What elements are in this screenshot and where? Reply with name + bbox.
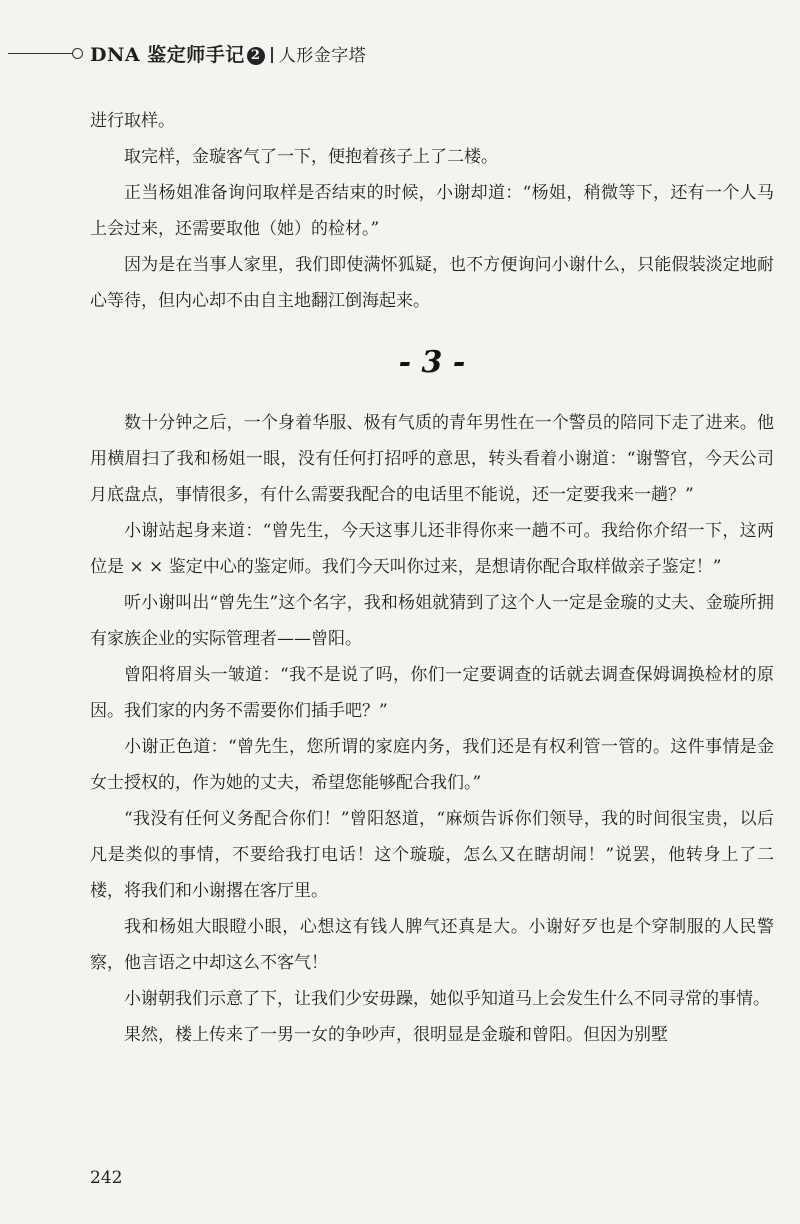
- header-divider: [271, 47, 273, 63]
- paragraph: 果然，楼上传来了一男一女的争吵声，很明显是金璇和曾阳。但因为别墅: [124, 1025, 668, 1045]
- header-ornament: [72, 48, 83, 59]
- section-before-chapter: [90, 103, 774, 319]
- paragraph: 取完样，金璇客气了一下，便抱着孩子上了二楼。: [124, 147, 498, 167]
- paragraph: 进行取样。: [90, 111, 175, 131]
- volume-badge: 2: [247, 47, 265, 65]
- paragraph: 正当杨姐准备询问取样是否结束的时候，小谢却道：“杨姐，稍微等下，还有一个人马上会过来，还需要取他（她）的检材。”: [90, 183, 774, 239]
- header-title: [90, 40, 366, 67]
- page-body: [90, 103, 774, 1053]
- paragraph: 曾阳将眉头一皱道：“我不是说了吗，你们一定要调查的话就去调查保姆调换检材的原因。我们家的内务不需要你们插手吧？”: [90, 665, 774, 721]
- paragraph: 小谢朝我们示意了下，让我们少安毋躁，她似乎知道马上会发生什么不同寻常的事情。: [124, 989, 770, 1009]
- paragraph: 小谢正色道：“曾先生，您所谓的家庭内务，我们还是有权利管一管的。这件事情是金女士授权的，作为她的丈夫，希望您能够配合我们。”: [90, 737, 774, 793]
- paragraph: 听小谢叫出“曾先生”这个名字，我和杨姐就猜到了这个人一定是金璇的丈夫、金璇所拥有家族企业的实际管理者——曾阳。: [90, 593, 774, 649]
- paragraph: 小谢站起身来道：“曾先生，今天这事儿还非得你来一趟不可。我给你介绍一下，这两位是 × × 鉴定中心的鉴定师。我们今天叫你过来，是想请你配合取样做亲子鉴定！”: [90, 521, 774, 577]
- paragraph: “我没有任何义务配合你们！”曾阳怒道，“麻烦告诉你们领导，我的时间很宝贵，以后凡是类似的事情，不要给我打电话！这个璇璇，怎么又在瞎胡闹！”说罢，他转身上了二楼，将我们和小谢撂在客厅里。: [90, 809, 774, 901]
- running-header: [0, 40, 800, 70]
- chapter-marker: - 3 -: [398, 345, 466, 380]
- header-rule: [8, 53, 72, 54]
- page-number: 242: [90, 1168, 123, 1188]
- paragraph: 数十分钟之后，一个身着华服、极有气质的青年男性在一个警员的陪同下走了进来。他用横眉扫了我和杨姐一眼，没有任何打招呼的意思，转头看着小谢道：“谢警官，今天公司月底盘点，事情很多，有什么需要我配合的电话里不能说，还一定要我来一趟？”: [90, 413, 774, 505]
- book-subtitle: 人形金字塔: [278, 46, 367, 66]
- paragraph: 因为是在当事人家里，我们即使满怀狐疑，也不方便询问小谢什么，只能假装淡定地耐心等待，但内心却不由自主地翻江倒海起来。: [90, 255, 774, 311]
- section-after-chapter: [90, 405, 774, 1053]
- book-title: DNA 鉴定师手记: [90, 44, 245, 66]
- paragraph: 我和杨姐大眼瞪小眼，心想这有钱人脾气还真是大。小谢好歹也是个穿制服的人民警察，他言语之中却这么不客气！: [90, 917, 774, 973]
